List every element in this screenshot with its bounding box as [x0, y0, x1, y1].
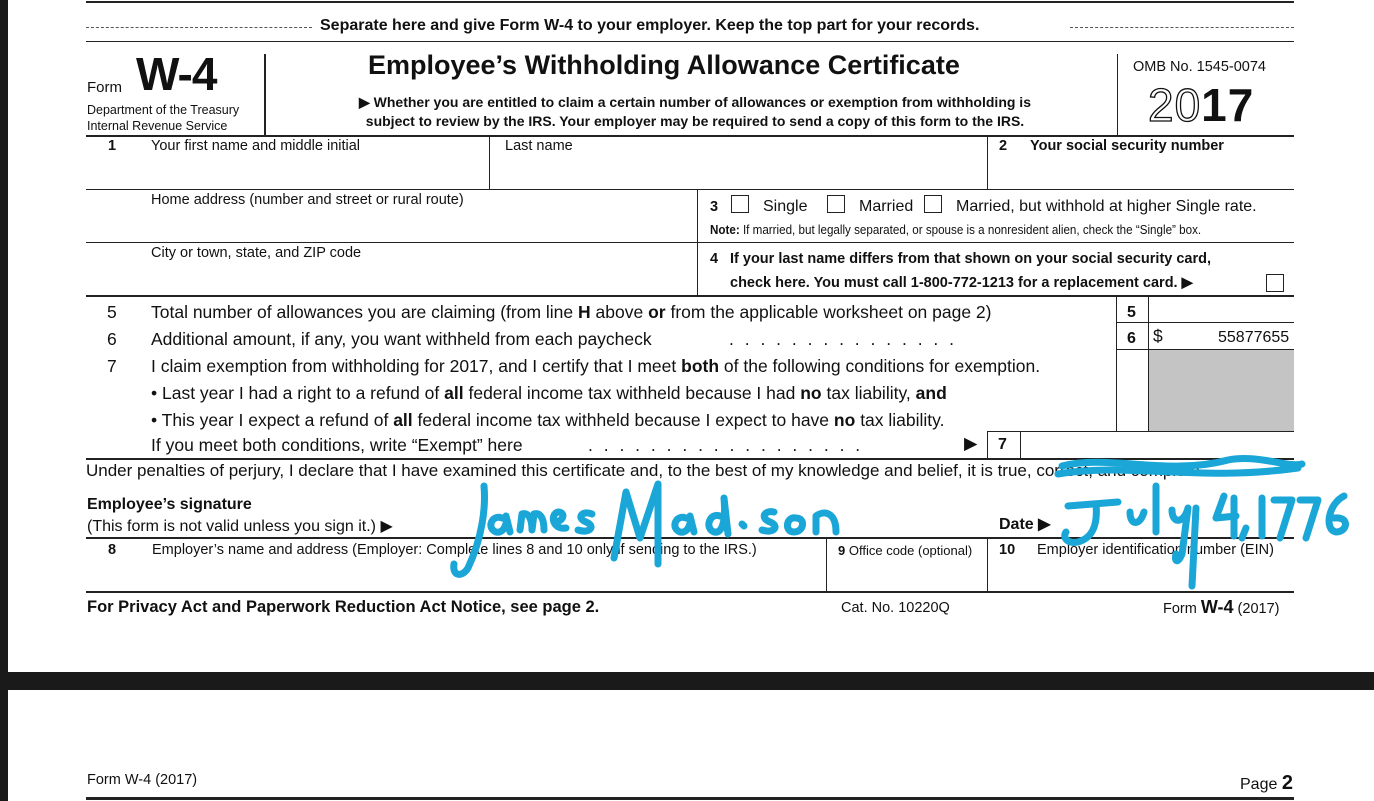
- subtitle-line2: subject to review by the IRS. Your employer may be required to send a copy of this form to the IRS.: [365, 113, 1025, 129]
- section-top-rule: [86, 135, 1294, 137]
- single-checkbox[interactable]: [731, 195, 749, 213]
- shaded-area: [1149, 350, 1294, 431]
- line1-number: 1: [108, 138, 117, 154]
- line6-dots: . . . . . . . . . . . . . . .: [729, 329, 957, 349]
- bullet2-c: federal income tax withheld because I expect to have: [417, 410, 830, 430]
- line9-number: 9: [838, 543, 846, 558]
- signature-label: Employee’s signature: [87, 496, 252, 513]
- city-label: City or town, state, and ZIP code: [151, 245, 362, 261]
- line5-text-e: from the applicable worksheet on page 2): [670, 302, 992, 322]
- footer-form-year: (2017): [1237, 601, 1280, 617]
- date-label: Date ▶: [999, 516, 1051, 533]
- line10-number: 10: [999, 542, 1016, 558]
- line7-text-c: of the following conditions for exemption.: [723, 356, 1041, 376]
- tax-year-solid: 17: [1201, 79, 1255, 131]
- note-label: Note:: [710, 223, 740, 237]
- married-higher-checkbox[interactable]: [924, 195, 942, 213]
- ein-label: Employer identification number (EIN): [1037, 542, 1274, 558]
- header-divider-right: [1117, 54, 1118, 136]
- office-code-text: Office code (optional): [848, 543, 973, 558]
- form-name: W-4: [136, 48, 217, 100]
- page2-top-rule: [86, 797, 1294, 800]
- employer-divider2: [987, 538, 988, 591]
- bullet1-c: federal income tax withheld because I had: [468, 383, 796, 403]
- bullet1-and: and: [915, 383, 947, 403]
- line6-number: 6: [107, 329, 117, 349]
- allowances-input[interactable]: [1149, 297, 1294, 322]
- form-title: Employee’s Withholding Allowance Certificate: [368, 50, 960, 80]
- footer-form-name: W-4: [1200, 597, 1234, 617]
- line4-number: 4: [710, 251, 719, 267]
- line4-text1: If your last name differs from that shown on your social security card,: [730, 251, 1212, 267]
- box7-left: [987, 431, 988, 458]
- omb-number: OMB No. 1545-0074: [1133, 59, 1266, 75]
- bullet1-a: • Last year I had a right to a refund of: [151, 383, 440, 403]
- line5-text-above: above: [595, 302, 644, 322]
- signature-note: (This form is not valid unless you sign it.) ▶: [87, 518, 393, 535]
- bullet2-e: tax liability.: [860, 410, 945, 430]
- home-address-label: Home address (number and street or rural route): [151, 192, 464, 208]
- line2-number: 2: [999, 138, 1008, 154]
- name-divider: [489, 136, 490, 189]
- page-num: 2: [1281, 772, 1293, 794]
- married-label: Married: [859, 198, 914, 215]
- filing-note: [710, 223, 1201, 237]
- bullet-this-year: [151, 410, 944, 431]
- ssn-divider: [987, 136, 988, 189]
- subtitle-line1: ▶ Whether you are entitled to claim a certain number of allowances or exemption from withholding is: [359, 94, 1031, 110]
- line8-number: 8: [108, 542, 117, 558]
- ssn-label: Your social security number: [1030, 138, 1224, 154]
- perjury-statement: Under penalties of perjury, I declare that I have examined this certificate and, to the best of my knowledge and belief, it is true, correct, and complete.: [86, 461, 1205, 480]
- line7-text: [151, 356, 1040, 377]
- header-divider-left: [264, 54, 266, 136]
- line7-text-a: I claim exemption from withholding for 2017, and I certify that I meet: [151, 356, 677, 376]
- note-text: If married, but legally separated, or spouse is a nonresident alien, check the “Single” box.: [742, 223, 1202, 237]
- exempt-arrow: ▶: [964, 433, 978, 453]
- name-differs-checkbox[interactable]: [1266, 274, 1284, 292]
- catalog-number: Cat. No. 10220Q: [841, 600, 950, 616]
- privacy-notice: For Privacy Act and Paperwork Reduction Act Notice, see page 2.: [87, 598, 600, 616]
- line5-text-h: H: [578, 302, 591, 322]
- married-checkbox[interactable]: [827, 195, 845, 213]
- line6-text: Additional amount, if any, you want withheld from each paycheck: [151, 329, 652, 349]
- last-name-label: Last name: [505, 138, 573, 154]
- exempt-dots: . . . . . . . . . . . . . . . . . .: [588, 435, 864, 455]
- line7-number: 7: [107, 356, 117, 376]
- line3-number: 3: [710, 199, 719, 215]
- row2-rule: [86, 242, 1294, 243]
- dept-line1: Department of the Treasury: [87, 103, 240, 117]
- single-label: Single: [763, 198, 808, 215]
- line5-text: [151, 302, 992, 323]
- bullet1-all: all: [444, 383, 464, 403]
- box5-label: 5: [1127, 304, 1136, 321]
- box6-label: 6: [1127, 330, 1136, 347]
- dollar-sign: $: [1153, 326, 1163, 346]
- first-name-label: Your first name and middle initial: [151, 138, 361, 154]
- dept-line2: Internal Revenue Service: [87, 119, 228, 133]
- box-col-left: [1116, 296, 1117, 431]
- bullet2-a: • This year I expect a refund of: [151, 410, 389, 430]
- box7-label: 7: [998, 436, 1007, 453]
- line5-text-or: or: [648, 302, 666, 322]
- tax-year: [1148, 78, 1254, 132]
- bullet2-no: no: [833, 410, 856, 430]
- handwritten-signature: [444, 468, 864, 586]
- footer-form-id: [1163, 597, 1279, 618]
- header-rule: [86, 41, 1294, 42]
- bullet1-e: tax liability,: [826, 383, 911, 403]
- additional-amount-input[interactable]: 55877655: [1218, 329, 1290, 346]
- cut-line-right: [1070, 27, 1294, 28]
- cut-line-left: [86, 27, 312, 28]
- line4-text2: check here. You must call 1-800-772-1213 for a replacement card. ▶: [730, 275, 1193, 291]
- page2-form-label: Form W-4 (2017): [87, 772, 198, 788]
- separator-text: Separate here and give Form W-4 to your employer. Keep the top part for your records.: [320, 17, 980, 34]
- handwritten-date: [1048, 446, 1370, 596]
- exempt-text: If you meet both conditions, write “Exempt” here: [151, 435, 523, 455]
- tax-year-outline: 20: [1148, 79, 1202, 131]
- footer-form-word: Form: [1163, 601, 1197, 617]
- line5-number: 5: [107, 302, 117, 322]
- page2-number: [1240, 772, 1293, 795]
- married-higher-label: Married, but withhold at higher Single rate.: [956, 198, 1257, 215]
- row3-rule: [86, 295, 1294, 297]
- box5-rule: [1116, 322, 1294, 323]
- form-word: Form: [87, 79, 122, 96]
- top-rule: [86, 1, 1294, 3]
- line5-text-a: Total number of allowances you are claiming (from line: [151, 302, 574, 322]
- bullet-last-year: [151, 383, 947, 404]
- w4-form-page: [8, 0, 1374, 672]
- row1-rule: [86, 189, 1294, 190]
- w4-page2: [8, 690, 1374, 801]
- bullet1-no: no: [800, 383, 822, 403]
- employer-name-label: Employer’s name and address (Employer: Complete lines 8 and 10 only if sending to the IRS.): [152, 542, 757, 558]
- bullet2-all: all: [393, 410, 413, 430]
- line7-text-both: both: [681, 356, 720, 376]
- page-word: Page: [1240, 776, 1278, 793]
